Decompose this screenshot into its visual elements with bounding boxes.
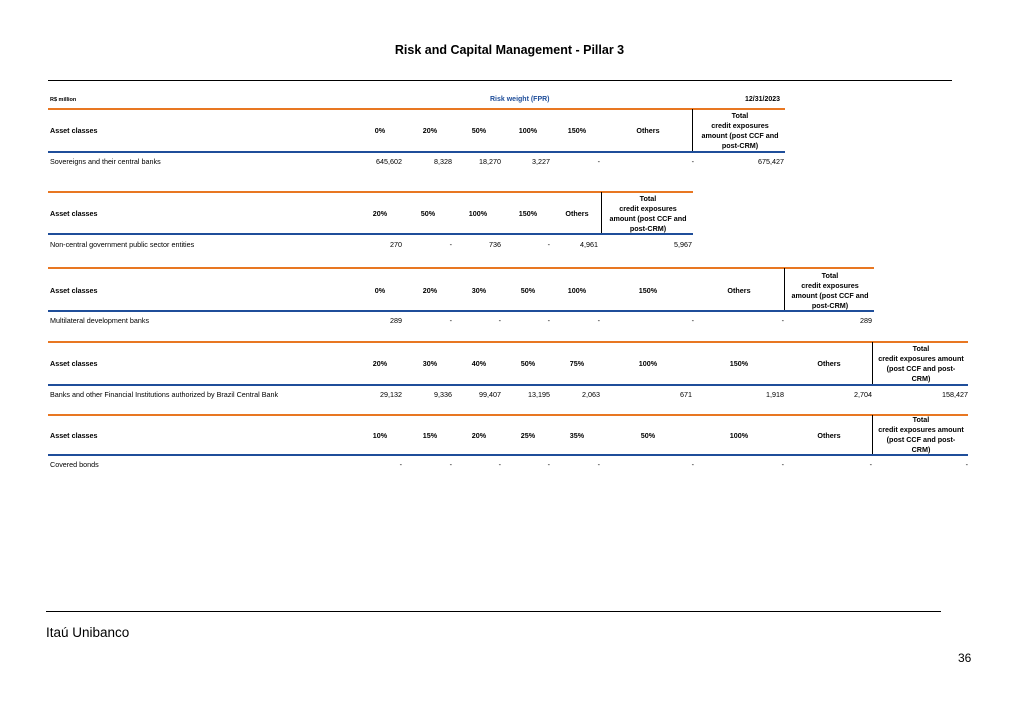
- table4-asset-classes-header: Asset classes: [50, 359, 98, 368]
- table4-cell: 158,427: [942, 390, 968, 399]
- table1-row-label: Sovereigns and their central banks: [50, 157, 161, 166]
- table4-col-header: 40%: [471, 359, 487, 368]
- table2-cell: 270: [390, 240, 402, 249]
- table1-cell: -: [597, 157, 600, 166]
- table5-cell: -: [597, 460, 600, 469]
- table1-cell: 18,270: [479, 157, 501, 166]
- table3-col-header: 50%: [520, 286, 536, 295]
- table1-asset-classes-header: Asset classes: [50, 126, 98, 135]
- table4-total-divider: [872, 342, 873, 384]
- table2-col-header-others: Others: [565, 209, 589, 218]
- table1-cell: 645,602: [376, 157, 402, 166]
- table3-total-header: Total credit exposures amount (post CCF and post-CRM): [791, 271, 869, 310]
- table5-cell: -: [781, 460, 784, 469]
- risk-weight-label: Risk weight (FPR): [490, 96, 550, 103]
- table3-cell: -: [547, 316, 550, 325]
- table1-row-border: [48, 151, 785, 153]
- table3-col-header-others: Others: [727, 286, 751, 295]
- table2-col-header: 150%: [518, 209, 538, 218]
- table1-cell: 675,427: [758, 157, 784, 166]
- table5-header-border: [48, 414, 968, 416]
- table1-header-border: [48, 108, 785, 110]
- table4-col-header: 150%: [729, 359, 749, 368]
- reference-date: 12/31/2023: [745, 96, 781, 103]
- page-number: 36: [958, 651, 972, 665]
- table1-col-header: 20%: [422, 126, 438, 135]
- table5-cell: -: [691, 460, 694, 469]
- table3-cell: -: [498, 316, 501, 325]
- table5-col-header: 50%: [640, 431, 656, 440]
- table5-cell: -: [965, 460, 968, 469]
- table2-total-divider: [601, 192, 602, 234]
- table2-header-border: [48, 191, 693, 193]
- unit-label: R$ million: [50, 97, 77, 103]
- table2-row-border: [48, 233, 693, 235]
- table5-cell: -: [869, 460, 872, 469]
- table3-cell: -: [781, 316, 784, 325]
- table1-col-header: 100%: [518, 126, 538, 135]
- table5-cell: -: [498, 460, 501, 469]
- table3-asset-classes-header: Asset classes: [50, 286, 98, 295]
- table5-row-border: [48, 454, 968, 456]
- table3-col-header: 100%: [567, 286, 587, 295]
- table2-row-label: Non-central government public sector entities: [50, 240, 195, 249]
- table2-asset-classes-header: Asset classes: [50, 209, 98, 218]
- table2-cell: 5,967: [674, 240, 692, 249]
- table5-col-header: 10%: [372, 431, 388, 440]
- table3-row-border: [48, 310, 874, 312]
- table1-total-divider: [692, 109, 693, 152]
- table4-cell: 99,407: [479, 390, 501, 399]
- table3-total-divider: [784, 268, 785, 310]
- table5-cell: -: [399, 460, 402, 469]
- table3-col-header: 20%: [422, 286, 438, 295]
- table3-cell: -: [597, 316, 600, 325]
- table3-row-label: Multilateral development banks: [50, 316, 150, 325]
- table4-header-border: [48, 341, 968, 343]
- company-name: Itaú Unibanco: [46, 625, 130, 640]
- table4-cell: 671: [680, 390, 692, 399]
- table2-cell: 4,961: [580, 240, 598, 249]
- table3-cell: -: [691, 316, 694, 325]
- table1-col-header: 0%: [374, 126, 386, 135]
- table1-total-header: Total credit exposures amount (post CCF and post-CRM): [701, 111, 779, 150]
- table3-col-header: 30%: [471, 286, 487, 295]
- table2-cell: -: [449, 240, 452, 249]
- top-divider: [48, 80, 952, 81]
- table5-col-header: 35%: [569, 431, 585, 440]
- table1-col-header-others: Others: [636, 126, 660, 135]
- table4-col-header: 30%: [422, 359, 438, 368]
- table4-col-header: 20%: [372, 359, 388, 368]
- table5-col-header: 20%: [471, 431, 487, 440]
- table4-row-label: Banks and other Financial Institutions authorized by Brazil Central Bank: [50, 390, 279, 399]
- table1-col-header: 50%: [471, 126, 487, 135]
- table4-cell: 9,336: [434, 390, 452, 399]
- table2-cell: 736: [489, 240, 501, 249]
- table5-col-header: 100%: [729, 431, 749, 440]
- table2-col-header: 100%: [468, 209, 488, 218]
- table5-cell: -: [449, 460, 452, 469]
- table4-cell: 2,063: [582, 390, 600, 399]
- table3-cell: 289: [860, 316, 872, 325]
- table3-cell: 289: [390, 316, 402, 325]
- table2-total-header: Total credit exposures amount (post CCF and post-CRM): [609, 194, 687, 233]
- table2-col-header: 20%: [372, 209, 388, 218]
- table4-cell: 2,704: [854, 390, 872, 399]
- table5-col-header-others: Others: [817, 431, 841, 440]
- table1-cell: -: [691, 157, 694, 166]
- table5-row-label: Covered bonds: [50, 460, 99, 469]
- table5-col-header: 25%: [520, 431, 536, 440]
- page-title: Risk and Capital Management - Pillar 3: [394, 43, 625, 57]
- table1-col-header: 150%: [567, 126, 587, 135]
- table4-total-header: Total credit exposures amount (post CCF and post- CRM): [878, 344, 964, 383]
- table1-cell: 3,227: [532, 157, 550, 166]
- table5-total-divider: [872, 415, 873, 455]
- table4-col-header-others: Others: [817, 359, 841, 368]
- table4-col-header: 75%: [569, 359, 585, 368]
- table4-col-header: 100%: [638, 359, 658, 368]
- table3-col-header: 150%: [638, 286, 658, 295]
- table3-cell: -: [449, 316, 452, 325]
- table2-cell: -: [547, 240, 550, 249]
- table4-cell: 29,132: [380, 390, 402, 399]
- table4-col-header: 50%: [520, 359, 536, 368]
- table4-cell: 1,918: [766, 390, 784, 399]
- table4-cell: 13,195: [528, 390, 550, 399]
- table5-col-header: 15%: [422, 431, 438, 440]
- table4-row-border: [48, 384, 968, 386]
- table3-header-border: [48, 267, 874, 269]
- table3-col-header: 0%: [374, 286, 386, 295]
- table5-asset-classes-header: Asset classes: [50, 431, 98, 440]
- table1-cell: 8,328: [434, 157, 452, 166]
- table5-total-header: Total credit exposures amount (post CCF and post- CRM): [878, 415, 964, 454]
- table5-cell: -: [547, 460, 550, 469]
- footer-divider: [46, 611, 941, 612]
- table2-col-header: 50%: [420, 209, 436, 218]
